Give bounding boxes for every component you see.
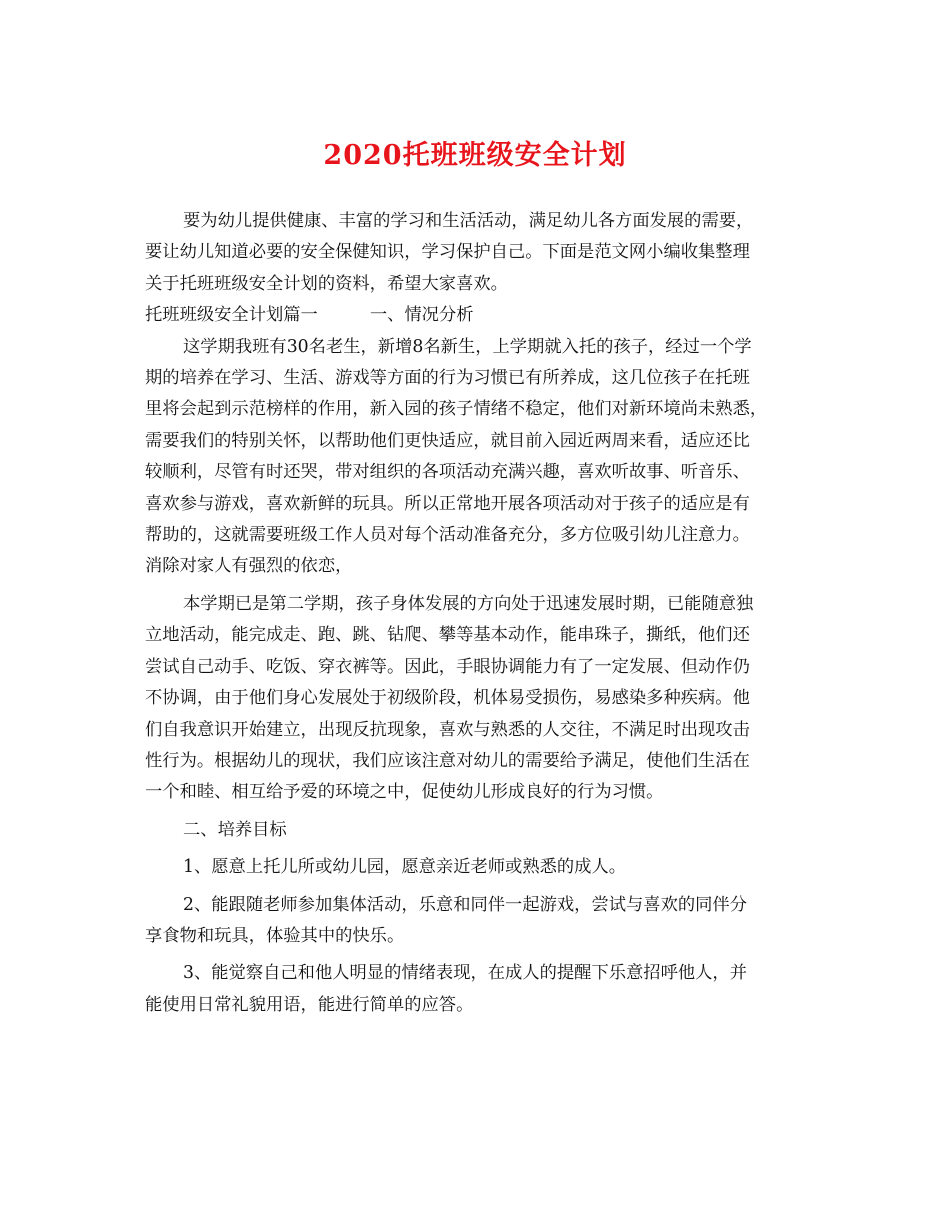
intro-paragraph xyxy=(145,206,825,300)
text-line: 需要我们的特别关怀，以帮助他们更快适应，就目前入园近两周来看，适应还比 xyxy=(145,430,750,451)
text-line: 要为幼儿提供健康、丰富的学习和生活活动，满足幼儿各方面发展的需要， xyxy=(183,211,754,231)
text-line: 立地活动，能完成走、跑、跳、钻爬、攀等基本动作，能串珠子，撕纸，他们还 xyxy=(145,625,750,646)
text-line: 2、能跟随老师参加集体活动，乐意和同伴一起游戏，尝试与喜欢的同伴分 xyxy=(183,894,747,915)
text-line: 性行为。根据幼儿的现状，我们应该注意对幼儿的需要给予满足，使他们生活在 xyxy=(145,750,750,771)
text-line: 较顺利，尽管有时还哭，带对组织的各项活动充满兴趣，喜欢听故事、听音乐、 xyxy=(145,462,750,483)
text-line: 帮助的，这就需要班级工作人员对每个活动准备充分，多方位吸引幼儿注意力。 xyxy=(145,525,750,546)
text-line: 本学期已是第二学期，孩子身体发展的方向处于迅速发展时期，已能随意独 xyxy=(183,593,754,614)
document-body xyxy=(145,206,825,1021)
text-line: 消除对家人有强烈的依恋， xyxy=(145,556,353,577)
situation-paragraph-1 xyxy=(145,332,825,583)
text-line: 享食物和玩具，体验其中的快乐。 xyxy=(145,925,405,946)
goal-item-1 xyxy=(145,852,825,883)
section-heading-goals: 二、培养目标 xyxy=(183,819,287,840)
goal-item-2 xyxy=(145,890,825,953)
goal-item-3 xyxy=(145,958,825,1021)
text-line: 期的培养在学习、生活、游戏等方面的行为习惯已有所养成，这几位孩子在托班 xyxy=(145,368,750,389)
text-line: 尝试自己动手、吃饭、穿衣裤等。因此，手眼协调能力有了一定发展、但动作仍 xyxy=(145,656,750,677)
text-line: 不协调，由于他们身心发展处于初级阶段，机体易受损伤，易感染多种疾病。他 xyxy=(145,688,750,709)
text-line: 里将会起到示范榜样的作用，新入园的孩子情绪不稳定，他们对新环境尚未熟悉， xyxy=(145,399,768,420)
text-line: 3、能觉察自己和他人明显的情绪表现，在成人的提醒下乐意招呼他人，并 xyxy=(183,963,747,984)
text-line: 们自我意识开始建立，出现反抗现象，喜欢与熟悉的人交往，不满足时出现攻击 xyxy=(145,719,750,740)
section-heading xyxy=(145,300,825,331)
text-line: 关于托班班级安全计划的资料，希望大家喜欢。 xyxy=(145,273,508,294)
text-line: 喜欢参与游戏，喜欢新鲜的玩具。所以正常地开展各项活动对于孩子的适应是有 xyxy=(145,493,750,514)
document-title: 2020托班班级安全计划 xyxy=(323,140,627,171)
text-line: 要让幼儿知道必要的安全保健知识，学习保护自己。下面是范文网小编收集整理 xyxy=(145,242,750,263)
text-line: 能使用日常礼貌用语，能进行简单的应答。 xyxy=(145,994,474,1015)
section-heading-sub: 一、情况分析 xyxy=(369,305,474,326)
text-line: 1、愿意上托儿所或幼儿园，愿意亲近老师或熟悉的成人。 xyxy=(183,857,627,878)
situation-paragraph-2 xyxy=(145,589,825,809)
text-line: 一个和睦、相互给予爱的环境之中，促使幼儿形成良好的行为习惯。 xyxy=(145,782,664,803)
section-heading-title: 托班班级安全计划篇一 xyxy=(145,305,318,326)
text-line: 这学期我班有30名老生，新增8名新生，上学期就入托的孩子，经过一个学 xyxy=(183,336,752,357)
